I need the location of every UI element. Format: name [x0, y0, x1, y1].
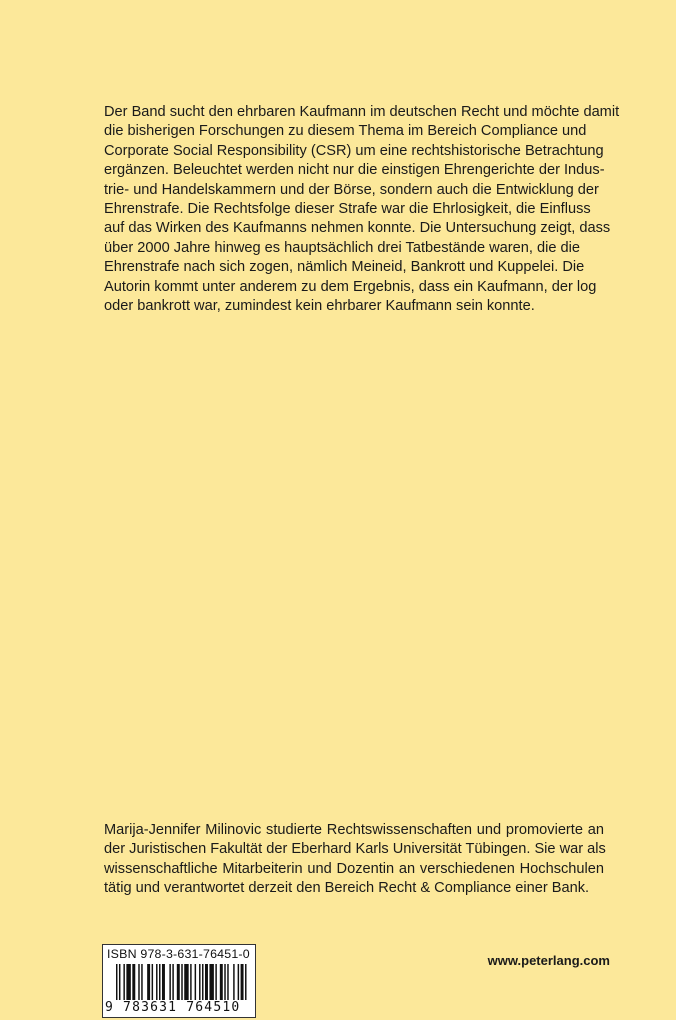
barcode-bar	[152, 964, 153, 1002]
barcode-bar	[159, 964, 160, 1002]
barcode-bar	[119, 964, 120, 1002]
barcode-bar	[126, 964, 130, 1002]
description-line: über 2000 Jahre hinweg es hauptsächlich drei Tatbestände waren, die die	[104, 239, 580, 256]
barcode-bar	[169, 964, 170, 1002]
description-line: auf das Wirken des Kaufmanns nehmen konnte. Die Untersuchung zeigt, dass	[104, 220, 611, 237]
barcode-bar	[227, 964, 228, 1002]
bio-line: wissenschaftliche Mitarbeiterin und Dozentin an verschiedenen Hochschulen	[104, 860, 604, 877]
barcode-bar	[177, 964, 180, 1002]
barcode-bar	[205, 964, 208, 1002]
barcode-bar	[172, 964, 173, 1002]
book-description	[104, 103, 620, 316]
barcode-bar	[147, 964, 150, 1002]
description-line: Corporate Social Responsibility (CSR) um eine rechtshistorische Betrachtung	[104, 142, 604, 159]
barcode-digits: 9 783631 764510	[105, 1000, 255, 1016]
bio-line: Marija-Jennifer Milinovic studierte Rechtswissenschaften und promovierte an	[104, 822, 604, 838]
barcode-bar	[241, 964, 244, 1002]
isbn-barcode	[102, 944, 256, 1018]
barcode-bar	[132, 964, 135, 1002]
barcode-bar	[220, 964, 223, 1002]
barcode-bar	[195, 964, 196, 1002]
barcode-bar	[245, 964, 246, 1002]
isbn-label: ISBN 978-3-631-76451-0	[107, 947, 250, 961]
barcode-bar	[156, 964, 157, 1002]
barcode-bar	[181, 964, 182, 1002]
barcode-bar	[116, 964, 117, 1002]
publisher-website: www.peterlang.com	[487, 953, 610, 968]
barcode-bar	[123, 964, 124, 1002]
barcode-bar	[184, 964, 188, 1002]
description-line: Ehrenstrafe nach sich zogen, nämlich Meineid, Bankrott und Kuppelei. Die	[104, 259, 585, 276]
author-bio	[104, 821, 604, 899]
bio-line: tätig und verantwortet derzeit den Bereich Recht & Compliance einer Bank.	[104, 880, 590, 897]
barcode-bars	[116, 964, 248, 1002]
barcode-bar	[224, 964, 225, 1002]
barcode-bar	[209, 964, 213, 1002]
description-line: ergänzen. Beleuchtet werden nicht nur die einstigen Ehrengerichte der Indus-	[104, 162, 605, 179]
barcode-bar	[238, 964, 239, 1002]
barcode-bar	[162, 964, 165, 1002]
description-line: Autorin kommt unter anderem zu dem Ergebnis, dass ein Kaufmann, der log	[104, 278, 597, 295]
barcode-bar	[202, 964, 203, 1002]
barcode-bar	[190, 964, 191, 1002]
description-line: Ehrenstrafe. Die Rechtsfolge dieser Strafe war die Ehrlosigkeit, die Einfluss	[104, 201, 591, 218]
description-line: oder bankrott war, zumindest kein ehrbarer Kaufmann sein konnte.	[104, 298, 535, 315]
barcode-bar	[199, 964, 200, 1002]
description-line: die bisherigen Forschungen zu diesem Thema im Bereich Compliance und	[104, 123, 587, 140]
description-line: Der Band sucht den ehrbaren Kaufmann im deutschen Recht und möchte damit	[104, 104, 620, 120]
barcode-bar	[233, 964, 234, 1002]
barcode-bar	[141, 964, 142, 1002]
bio-line: der Juristischen Fakultät der Eberhard Karls Universität Tübingen. Sie war als	[104, 841, 606, 858]
barcode-bar	[138, 964, 139, 1002]
description-line: trie- und Handelskammern und der Börse, sondern auch die Entwicklung der	[104, 181, 599, 198]
barcode-bar	[215, 964, 216, 1002]
